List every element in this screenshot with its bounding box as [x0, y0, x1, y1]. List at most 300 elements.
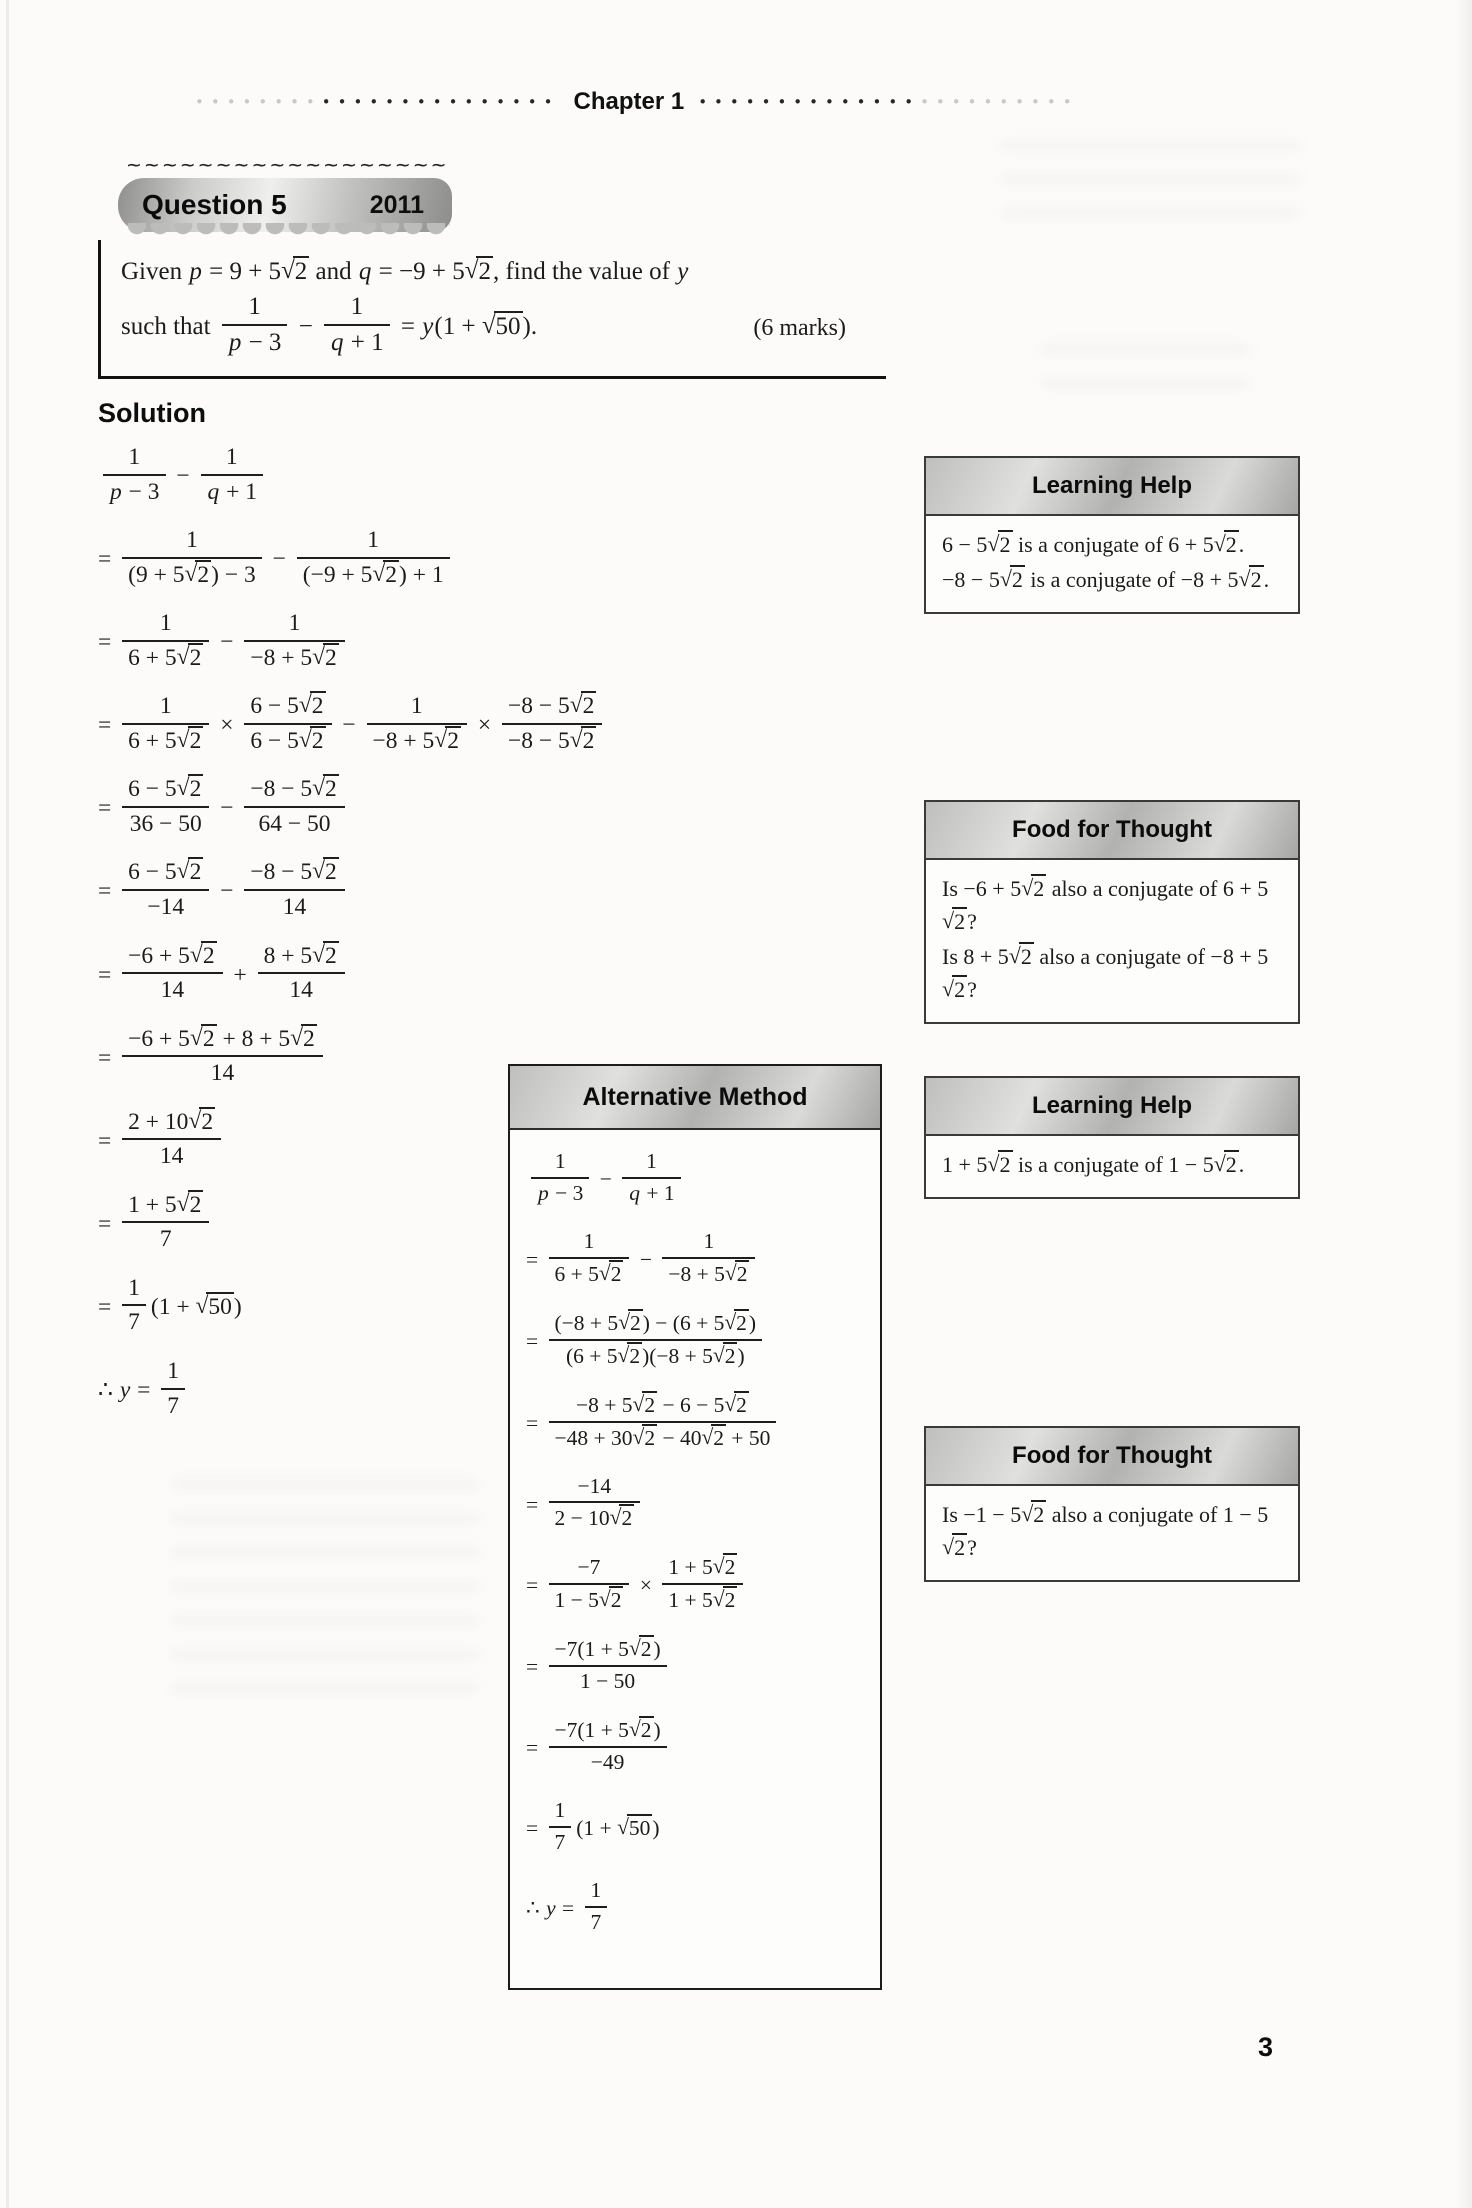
radical-sign: √ — [184, 560, 198, 587]
radicand: 2 — [629, 1343, 641, 1368]
fraction — [122, 773, 209, 840]
radical-sign: √ — [195, 1292, 209, 1319]
radical-sign: √ — [942, 976, 955, 1001]
square-root — [599, 1262, 624, 1286]
chapter-title: Chapter 1 — [573, 88, 685, 115]
square-root — [434, 728, 461, 754]
square-root — [633, 1393, 658, 1417]
radical-sign: √ — [176, 858, 190, 885]
denominator: −8 − 5√2 — [502, 723, 602, 758]
fraction — [122, 690, 209, 757]
square-root — [570, 728, 597, 754]
radical-sign: √ — [617, 1342, 630, 1367]
fraction — [122, 1106, 221, 1173]
numerator: 1 — [128, 444, 141, 470]
numerator: −8 − 5√2 — [250, 858, 337, 886]
square-root — [713, 1555, 738, 1579]
fraction — [244, 607, 344, 674]
radicand: 2 — [478, 258, 491, 285]
alternative-step: = $\frac{-8 + 5√2 - 6 - 5√2}{-48 + 30√2 - 40√2 + 50}$ — [526, 1393, 868, 1457]
radical-sign: √ — [987, 1151, 1000, 1176]
radicand: 50 — [495, 312, 521, 340]
note-line: 1 + 5√2 is a conjugate of 1 − 5√2. — [942, 1148, 1284, 1181]
denominator: 64 − 50 — [244, 806, 344, 841]
numerator: −8 − 5√2 — [250, 775, 337, 803]
radicand: 2 — [999, 1152, 1011, 1177]
square-root — [617, 1816, 652, 1840]
numerator: 1 — [367, 527, 380, 554]
variable: y — [546, 1895, 556, 1920]
square-root — [299, 693, 326, 719]
radical-sign: √ — [176, 775, 190, 802]
radical-sign: √ — [598, 1586, 611, 1611]
numerator: 1 — [554, 1798, 566, 1822]
numerator: 1 — [583, 1228, 595, 1253]
radical-sign: √ — [481, 311, 496, 339]
denominator: p − 3 — [531, 1177, 589, 1209]
radical-sign: √ — [1021, 1501, 1034, 1526]
denominator: 7 — [549, 1826, 572, 1858]
square-root — [1021, 876, 1046, 901]
fraction — [103, 441, 166, 508]
radical-sign: √ — [434, 726, 448, 753]
numerator: 1 — [186, 527, 198, 554]
solution-step: = $\frac{6 - 5√2}{36 - 50}$ − $\frac{-8 - 5√2}{64 - 50}$ — [98, 776, 898, 843]
denominator: 1 − 50 — [549, 1665, 667, 1697]
square-root — [618, 1311, 643, 1335]
radical-sign: √ — [987, 531, 1000, 556]
radical-sign: √ — [176, 1190, 190, 1217]
numerator: 1 — [248, 292, 261, 320]
square-root — [281, 258, 309, 285]
dotted-rule-right-faint: •••••••••• — [920, 94, 1079, 110]
radicand: 2 — [736, 1261, 748, 1286]
numerator: −7 — [577, 1554, 601, 1579]
food-for-thought-body — [926, 860, 1298, 1022]
solution-step: = $\frac{1}{(9 + 5√2) - 3}$ − $\frac{1}{(-9 + 5√2) + 1}$ — [98, 527, 898, 594]
denominator: 6 + 5√2 — [122, 640, 209, 675]
square-root — [190, 943, 217, 969]
radical-sign: √ — [632, 1424, 645, 1449]
square-root — [312, 645, 339, 671]
square-root — [633, 1426, 658, 1450]
radical-sign: √ — [188, 1107, 202, 1134]
variable: p — [228, 329, 242, 357]
radicand: 2 — [736, 1310, 747, 1335]
radicand: 2 — [1033, 876, 1045, 901]
solution-heading: Solution — [98, 398, 206, 428]
radicand: 2 — [202, 1025, 215, 1052]
radicand: 2 — [1225, 532, 1237, 557]
radicand: 2 — [189, 1191, 202, 1218]
radical-sign: √ — [617, 1814, 629, 1839]
fraction — [585, 1876, 608, 1938]
fraction — [549, 1227, 630, 1290]
food-for-thought-body — [926, 1486, 1298, 1580]
fraction — [122, 607, 209, 674]
learning-help-box — [924, 456, 1300, 614]
denominator: −14 — [122, 889, 209, 924]
radicand: 2 — [311, 727, 324, 754]
variable: y — [422, 312, 434, 340]
fraction — [549, 1634, 667, 1697]
numerator: 6 − 5√2 — [250, 692, 324, 720]
numerator: 1 — [703, 1228, 715, 1253]
numerator: −7(1 + 5√2) — [554, 1636, 661, 1662]
food-for-thought-box — [924, 800, 1300, 1024]
numerator: 1 — [128, 1274, 140, 1301]
fraction — [549, 1796, 572, 1858]
radicand: 2 — [954, 909, 966, 934]
square-root — [372, 562, 399, 588]
denominator: 2 − 10√2 — [549, 1501, 641, 1534]
alternative-step: ∴ y = $\frac{1}{7}$ — [526, 1879, 868, 1941]
alternative-method-title: Alternative Method — [510, 1066, 880, 1130]
numerator: −8 + 5√2 − 6 − 5√2 — [576, 1391, 747, 1417]
learning-help-body — [926, 516, 1298, 612]
food-for-thought-title: Food for Thought — [926, 802, 1298, 860]
numerator: −8 − 5√2 — [507, 692, 595, 720]
alternative-step: = $\frac{-7(1 + 5√2)}{1 - 50}$ — [526, 1637, 868, 1700]
fraction — [122, 856, 209, 923]
radicand: 2 — [582, 693, 595, 720]
denominator: 14 — [258, 972, 345, 1007]
radical-sign: √ — [598, 1260, 611, 1285]
radicand: 2 — [713, 1425, 725, 1450]
radicand: 2 — [1011, 567, 1023, 592]
numerator: −14 — [577, 1473, 612, 1498]
radical-sign: √ — [569, 692, 583, 719]
denominator: −8 + 5√2 — [244, 640, 344, 675]
numerator: 1 — [159, 610, 172, 637]
alternative-step: = $\frac{(-8 + 5√2) - (6 + 5√2)}{(6 + 5√2)(-8 + 5√2)}$ — [526, 1311, 868, 1375]
numerator: 1 — [590, 1877, 602, 1902]
square-root — [299, 728, 326, 754]
radicand: 2 — [724, 1555, 736, 1580]
denominator: 7 — [122, 1304, 146, 1339]
fraction — [244, 856, 344, 923]
square-root — [195, 1294, 233, 1320]
variable: y — [119, 1376, 131, 1403]
fraction — [324, 290, 390, 361]
denominator: p − 3 — [103, 474, 166, 509]
denominator: −8 + 5√2 — [662, 1257, 755, 1290]
solution-step: = $\frac{1 + 5√2}{7}$ — [98, 1192, 898, 1259]
radicand: 2 — [1225, 1152, 1237, 1177]
numerator: (−8 + 5√2) − (6 + 5√2) — [554, 1309, 757, 1335]
radical-sign: √ — [312, 941, 325, 968]
fraction — [222, 290, 288, 361]
square-root — [188, 1109, 215, 1135]
variable: p — [110, 478, 122, 505]
numerator: 1 — [167, 1358, 180, 1385]
denominator: 7 — [161, 1388, 185, 1423]
radicand: 2 — [302, 1025, 315, 1052]
bleed-through-smudge — [170, 1475, 480, 1695]
radicand: 2 — [724, 1588, 736, 1613]
square-root — [190, 1026, 217, 1052]
denominator: (9 + 5√2) − 3 — [122, 557, 262, 592]
square-root — [570, 693, 597, 719]
fraction — [549, 1715, 667, 1778]
radical-sign: √ — [942, 1534, 955, 1559]
square-root — [724, 1393, 749, 1417]
alternative-step: $\frac{1}{p - 3}$ − $\frac{1}{q + 1}$ — [526, 1150, 868, 1212]
alternative-step: = $\frac{1}{7}$ (1 + √50) — [526, 1799, 868, 1861]
radicand: 2 — [325, 776, 337, 803]
denominator: 14 — [122, 1055, 323, 1090]
fraction — [201, 441, 264, 508]
radicand: 2 — [640, 1637, 652, 1662]
variable: p — [189, 258, 202, 285]
fraction — [244, 690, 331, 757]
numerator: 1 — [225, 444, 238, 470]
fraction — [258, 940, 345, 1007]
radical-sign: √ — [724, 1309, 737, 1334]
radical-sign: √ — [176, 643, 190, 670]
radical-sign: √ — [609, 1505, 622, 1530]
denominator: 14 — [244, 889, 344, 924]
radical-sign: √ — [724, 1391, 737, 1416]
radical-sign: √ — [1008, 943, 1021, 968]
square-root — [290, 1026, 317, 1052]
numerator: 2 + 10√2 — [128, 1107, 214, 1135]
bleed-through-smudge — [1040, 340, 1250, 390]
radical-sign: √ — [628, 1717, 641, 1742]
dotted-rule-left-faint: •••••••• — [195, 94, 322, 110]
chapter-header — [195, 88, 1250, 116]
solution-step: = $\frac{-6 + 5√2 + 8 + 5√2}{14}$ — [98, 1026, 898, 1093]
radicand: 2 — [610, 1587, 622, 1612]
denominator: 6 + 5√2 — [549, 1257, 630, 1290]
solution-step: = $\frac{6 - 5√2}{-14}$ − $\frac{-8 - 5√2}{14}$ — [98, 859, 898, 926]
numerator: 6 − 5√2 — [128, 858, 202, 886]
radicand: 2 — [325, 942, 337, 969]
learning-help-body — [926, 1136, 1298, 1197]
radical-sign: √ — [1238, 566, 1251, 591]
dotted-rule-left: ••••••••••••••• — [321, 94, 560, 110]
radicand: 2 — [640, 1718, 652, 1743]
radicand: 2 — [201, 1108, 214, 1135]
radical-sign: √ — [189, 1024, 203, 1051]
radical-sign: √ — [298, 726, 312, 753]
radicand: 2 — [202, 942, 215, 969]
radicand: 2 — [189, 644, 202, 671]
question-year: 2011 — [369, 190, 424, 219]
radicand: 2 — [582, 727, 595, 754]
radical-sign: √ — [1021, 875, 1034, 900]
variable: q — [629, 1180, 641, 1205]
numerator: 1 — [159, 693, 172, 720]
radical-sign: √ — [712, 1587, 725, 1612]
radical-sign: √ — [628, 1636, 641, 1661]
square-root — [629, 1718, 654, 1742]
variable: q — [358, 258, 372, 285]
fraction — [244, 773, 344, 840]
alternative-method-box — [508, 1064, 882, 1990]
square-root — [1214, 532, 1239, 557]
fraction — [622, 1147, 680, 1209]
square-root — [618, 1344, 643, 1368]
radical-sign: √ — [189, 941, 203, 968]
square-root — [942, 909, 967, 934]
question-box — [98, 240, 886, 379]
page-number: 3 — [1258, 2032, 1274, 2062]
question-text-line-2: such that $\frac{1}{p - 3}$ − $\frac{1}{q + 1}$ = y(1 + √50). — [121, 293, 537, 364]
question-text-line-1: Given p = 9 + 5√2 and q = −9 + 5√2, find the value of y — [121, 257, 689, 285]
square-root — [465, 258, 493, 285]
denominator: 36 − 50 — [122, 806, 209, 841]
square-root — [184, 562, 211, 588]
scan-edge-line — [6, 0, 9, 2208]
square-root — [599, 1588, 624, 1612]
numerator: −6 + 5√2 + 8 + 5√2 — [128, 1024, 315, 1052]
radicand: 2 — [1020, 944, 1032, 969]
food-for-thought-box — [924, 1426, 1300, 1582]
question-banner — [118, 158, 452, 244]
square-root — [725, 1262, 750, 1286]
solution-step: ∴ y = $\frac{1}{7}$ — [98, 1358, 898, 1425]
radical-sign: √ — [281, 257, 295, 284]
solution-step: = $\frac{1}{6 + 5√2}$ − $\frac{1}{-8 + 5√2}$ — [98, 610, 898, 677]
fraction — [662, 1552, 743, 1616]
radical-sign: √ — [1213, 1151, 1226, 1176]
fraction — [549, 1308, 763, 1372]
radicand: 2 — [736, 1392, 747, 1417]
square-root — [1214, 1152, 1239, 1177]
numerator: 1 — [410, 693, 423, 720]
square-root — [177, 1192, 204, 1218]
fraction — [367, 690, 467, 757]
radicand: 2 — [610, 1261, 622, 1286]
radical-sign: √ — [569, 726, 583, 753]
solution-step: = $\frac{1}{6 + 5√2}$ × $\frac{6 - 5√2}{6 - 5√2}$ − $\frac{1}{-8 + 5√2}$ × $\frac{-8 - 5√2}{-8 - 5√2}$ — [98, 693, 898, 760]
fraction — [662, 1227, 755, 1290]
note-line: −8 − 5√2 is a conjugate of −8 + 5√2. — [942, 563, 1284, 596]
variable: y — [677, 258, 689, 285]
fraction — [502, 690, 602, 757]
square-root — [942, 977, 967, 1002]
question-text-line-2-row — [121, 293, 876, 364]
numerator: 6 − 5√2 — [128, 775, 202, 803]
denominator: −8 + 5√2 — [367, 723, 467, 758]
radicand: 2 — [954, 1535, 966, 1560]
denominator: p − 3 — [222, 324, 288, 361]
alternative-step: = $\frac{1}{6 + 5√2}$ − $\frac{1}{-8 + 5√2}$ — [526, 1230, 868, 1293]
radical-sign: √ — [632, 1391, 645, 1416]
variable: q — [331, 329, 344, 357]
radical-sign: √ — [712, 1342, 725, 1367]
banner-squiggle-decoration: ~~~~~~~~~~~~~~~~~~ — [126, 156, 449, 174]
denominator: 6 − 5√2 — [244, 723, 331, 758]
radicand: 2 — [189, 727, 202, 754]
solution-step: = $\frac{1}{7}$ (1 + √50) — [98, 1275, 898, 1342]
numerator: 1 — [288, 610, 301, 637]
radicand: 50 — [628, 1815, 651, 1840]
fraction — [122, 524, 262, 591]
question-label: Question 5 — [142, 189, 287, 220]
square-root — [177, 645, 204, 671]
radical-sign: √ — [298, 692, 312, 719]
square-root — [713, 1344, 738, 1368]
numerator: 1 + 5√2 — [128, 1190, 202, 1218]
solution-step: $\frac{1}{p - 3}$ − $\frac{1}{q + 1}$ — [98, 444, 898, 511]
scan-edge-shadow — [1456, 0, 1472, 2208]
radicand: 2 — [197, 561, 210, 588]
radical-sign: √ — [701, 1424, 714, 1449]
radicand: 2 — [644, 1392, 656, 1417]
denominator: 14 — [122, 972, 222, 1007]
square-root — [987, 532, 1012, 557]
denominator: (−9 + 5√2) + 1 — [297, 557, 450, 592]
radical-sign: √ — [618, 1309, 630, 1334]
square-root — [724, 1311, 749, 1335]
radicand: 2 — [621, 1506, 633, 1531]
radicand: 2 — [325, 644, 337, 671]
note-line: 6 − 5√2 is a conjugate of 6 + 5√2. — [942, 528, 1284, 561]
radical-sign: √ — [999, 566, 1012, 591]
square-root — [610, 1506, 635, 1530]
fraction — [122, 1272, 146, 1339]
radicand: 2 — [325, 859, 337, 886]
food-for-thought-title: Food for Thought — [926, 1428, 1298, 1486]
radicand: 2 — [630, 1310, 641, 1335]
square-root — [1000, 567, 1025, 592]
square-root — [482, 313, 523, 340]
radical-sign: √ — [724, 1260, 737, 1285]
radicand: 2 — [447, 727, 459, 754]
fraction — [122, 1023, 323, 1090]
radical-sign: √ — [176, 726, 190, 753]
fraction — [549, 1472, 641, 1535]
note-line: Is −1 − 5√2 also a conjugate of 1 − 5√2? — [942, 1498, 1284, 1564]
radical-sign: √ — [372, 560, 386, 587]
alternative-step: = $\frac{-14}{2 - 10√2}$ — [526, 1475, 868, 1538]
fraction — [297, 524, 450, 591]
square-root — [177, 859, 204, 885]
square-root — [942, 1535, 967, 1560]
alternative-method-steps — [510, 1130, 880, 1941]
fraction — [122, 940, 222, 1007]
radicand: 2 — [1033, 1502, 1045, 1527]
radicand: 2 — [999, 532, 1011, 557]
radicand: 2 — [954, 977, 966, 1002]
radical-sign: √ — [312, 775, 325, 802]
note-line: Is 8 + 5√2 also a conjugate of −8 + 5√2? — [942, 940, 1284, 1006]
numerator: 8 + 5√2 — [263, 941, 337, 969]
radical-sign: √ — [942, 908, 955, 933]
square-root — [713, 1588, 738, 1612]
radicand: 2 — [294, 258, 308, 285]
alternative-step: = $\frac{-7}{1 - 5√2}$ × $\frac{1 + 5√2}{1 + 5√2}$ — [526, 1555, 868, 1619]
solution-step: = $\frac{-6 + 5√2}{14}$ + $\frac{8 + 5√2}{14}$ — [98, 943, 898, 1010]
denominator: 7 — [585, 1906, 608, 1938]
variable: p — [538, 1180, 549, 1205]
denominator: 7 — [122, 1221, 209, 1256]
question-banner-bar — [118, 178, 452, 232]
denominator: 14 — [122, 1138, 221, 1173]
marks-label: (6 marks) — [753, 314, 846, 341]
solution-step: = $\frac{2 + 10√2}{14}$ — [98, 1109, 898, 1176]
square-root — [312, 943, 339, 969]
dotted-rule-right: •••••••••••••• — [698, 94, 921, 110]
denominator: 6 + 5√2 — [122, 723, 209, 758]
fraction — [549, 1390, 777, 1454]
square-root — [177, 776, 204, 802]
radicand: 2 — [1250, 567, 1262, 592]
variable: q — [207, 478, 220, 505]
square-root — [701, 1426, 726, 1450]
